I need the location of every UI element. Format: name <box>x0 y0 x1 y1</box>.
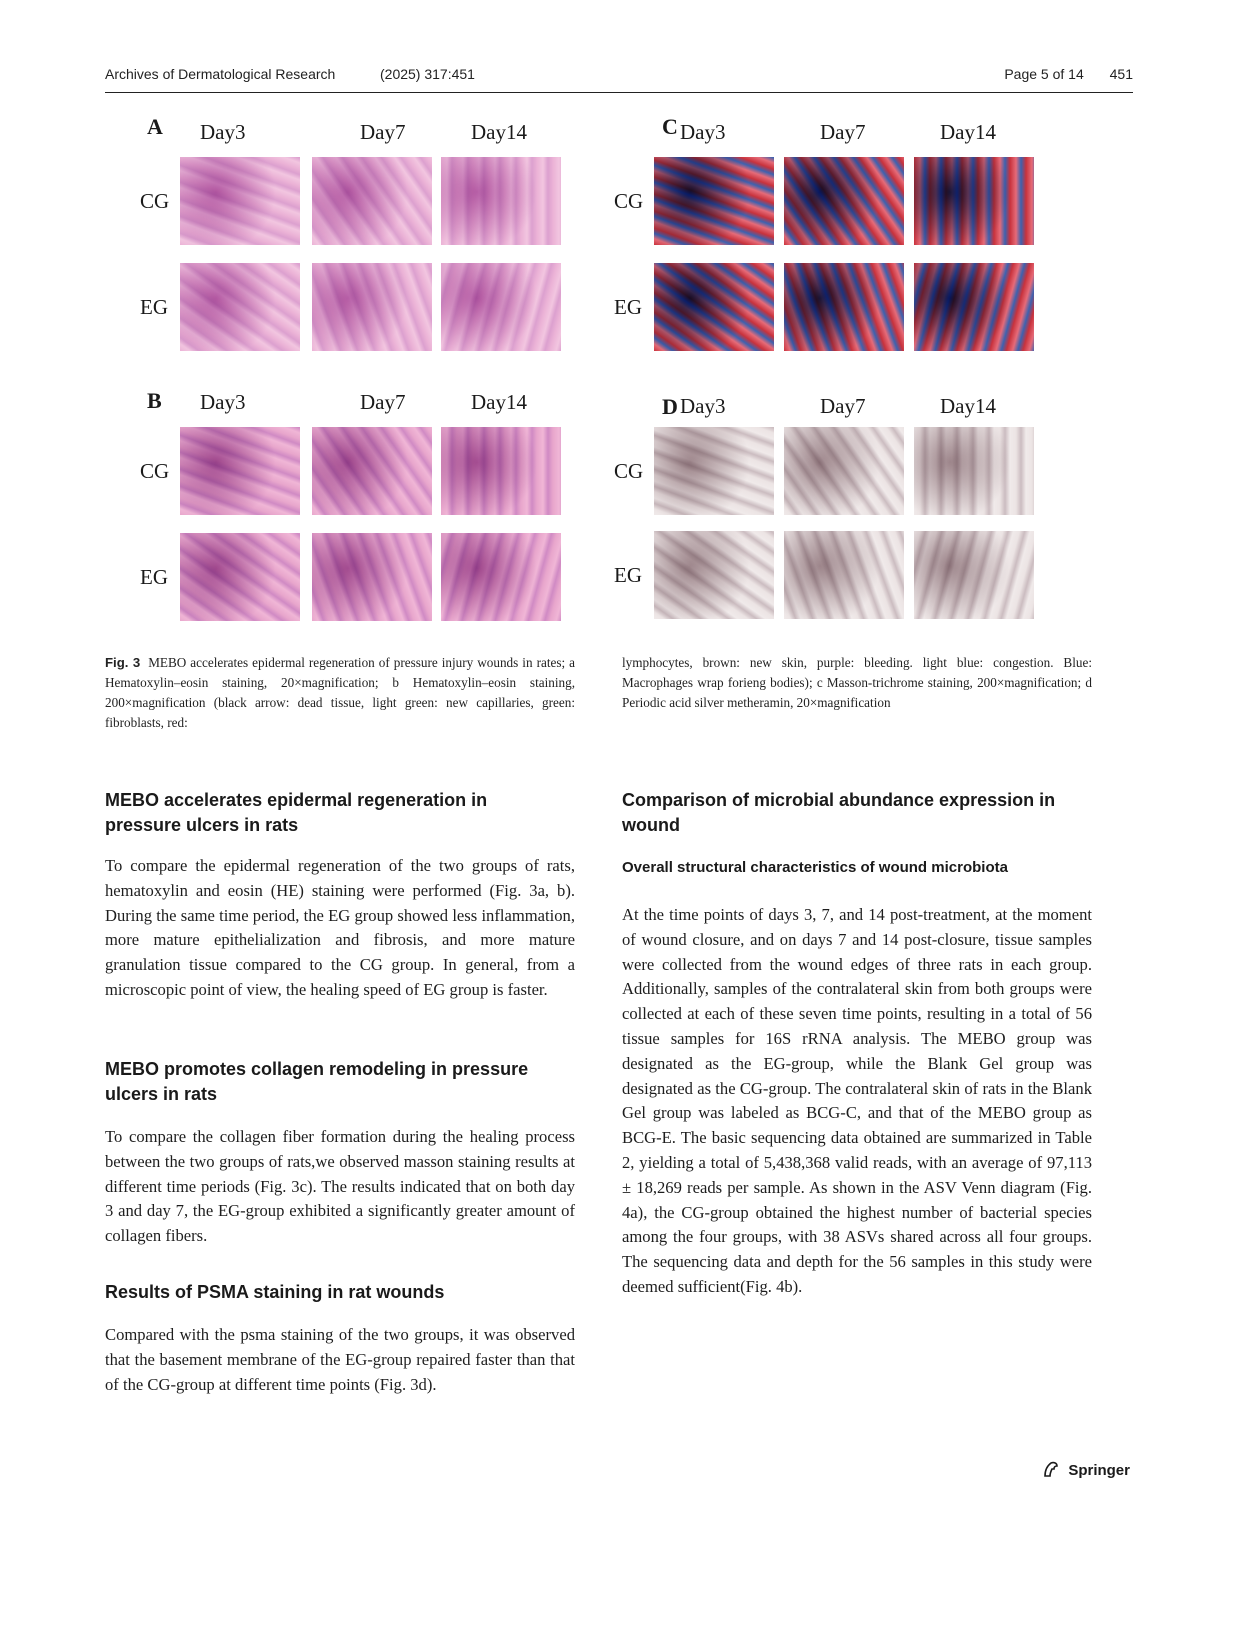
panel-a-day-label: Day14 <box>471 120 527 144</box>
panel-d-group-label: CG <box>614 459 644 483</box>
micrograph-d-cg-day14 <box>914 427 1034 515</box>
panel-c-group-label: CG <box>614 189 644 213</box>
panel-c-day-label: Day14 <box>940 120 996 144</box>
caption-text-left: MEBO accelerates epidermal regeneration of pressure injury wounds in rates; a Hematoxylin–eosin staining, 20×magnification; b Hematoxylin–eosin staining, 200×magnification (black arrow: dead tissue, light green: new capillaries, green: fibroblasts, red: <box>105 655 575 730</box>
running-header <box>105 66 1133 90</box>
panel-a-day-label: Day7 <box>360 120 406 144</box>
section-heading-epidermal: MEBO accelerates epidermal regeneration in pressure ulcers in rats <box>105 790 488 835</box>
panel-d-label: D <box>662 394 678 419</box>
micrograph-d-cg-day7 <box>784 427 904 515</box>
micrograph-b-cg-day3 <box>180 427 300 515</box>
micrograph-b-eg-day3 <box>180 533 300 621</box>
micrograph-a-eg-day3 <box>180 263 300 351</box>
micrograph-d-eg-day14 <box>914 531 1034 619</box>
micrograph-a-cg-day7 <box>312 157 432 245</box>
micrograph-a-cg-day14 <box>441 157 561 245</box>
page-info <box>982 66 1133 82</box>
panel-b-label: B <box>147 388 162 413</box>
header-rule <box>105 92 1133 93</box>
micrograph-d-cg-day3 <box>654 427 774 515</box>
panel-d-day-label: Day7 <box>820 394 866 418</box>
panel-a-group-label: EG <box>140 295 168 319</box>
caption-text-right: lymphocytes, brown: new skin, purple: bleeding. light blue: congestion. Blue: Macrophages wrap forieng bodies); c Masson-trichrome staining, 200×magnification; d Periodic acid silver metheramin, 20×magnification <box>622 655 1092 710</box>
journal-name: Archives of Dermatological Research <box>105 66 336 82</box>
panel-b-group-label: CG <box>140 459 170 483</box>
micrograph-c-eg-day14 <box>914 263 1034 351</box>
figure-caption-left <box>105 653 575 733</box>
publisher-footer <box>1042 1460 1130 1479</box>
micrograph-c-cg-day3 <box>654 157 774 245</box>
paragraph-microbiota: At the time points of days 3, 7, and 14 post-treatment, at the moment of wound closure, and on days 7 and 14 post-closure, tissue samples were collected from the wound edges of three rats in each group. Additionally, samples of the contralateral skin from both groups were collected at each of these seven time points, resulting in a total of 56 tissue samples for 16S rRNA analysis. The MEBO group was designated as the EG-group, while the Blank Gel group was designated as the CG-group. The contralateral skin of rats in the Blank Gel group was labeled as BCG-C, and that of the MEBO group as BCG-E. The basic sequencing data obtained are summarized in Table 2, yielding a total of 5,438,368 valid reads, with an average of 97,113 ± 18,269 reads per sample. As shown in the ASV Venn diagram (Fig. 4a), the CG-group obtained the highest number of bacterial species among the four groups, with 38 ASVs shared across all four groups. The sequencing data and depth for the 56 samples in this study were deemed sufficient(Fig. 4b). <box>622 905 1092 1296</box>
article-number: 451 <box>1109 66 1133 82</box>
figure-caption-right <box>622 653 1092 713</box>
micrograph-d-eg-day3 <box>654 531 774 619</box>
panel-a-day-label: Day3 <box>200 120 246 144</box>
micrograph-a-eg-day14 <box>441 263 561 351</box>
micrograph-b-cg-day7 <box>312 427 432 515</box>
micrograph-b-cg-day14 <box>441 427 561 515</box>
micrograph-d-eg-day7 <box>784 531 904 619</box>
panel-d-day-label: Day3 <box>680 394 726 418</box>
panel-b-day-label: Day7 <box>360 390 406 414</box>
panel-b-day-label: Day14 <box>471 390 527 414</box>
section-heading-psma: Results of PSMA staining in rat wounds <box>105 1282 445 1302</box>
subsection-heading-microbiota: Overall structural characteristics of wound microbiota <box>622 859 1008 876</box>
citation: (2025) 317:451 <box>380 66 475 82</box>
panel-c-day-label: Day7 <box>820 120 866 144</box>
micrograph-b-eg-day7 <box>312 533 432 621</box>
panel-b-day-label: Day3 <box>200 390 246 414</box>
micrograph-c-cg-day14 <box>914 157 1034 245</box>
paragraph-epidermal: To compare the epidermal regeneration of the two groups of rats, hematoxylin and eosin (HE) staining were performed (Fig. 3a, b). During the same time period, the EG group showed less inflammation, more mature epithelialization and fibrosis, and more mature granulation tissue compared to the CG group. In general, from a microscopic point of view, the healing speed of EG group is faster. <box>105 856 575 999</box>
micrograph-a-cg-day3 <box>180 157 300 245</box>
section-heading-collagen: MEBO promotes collagen remodeling in pressure ulcers in rats <box>105 1059 529 1104</box>
micrograph-c-eg-day3 <box>654 263 774 351</box>
figure-label: Fig. 3 <box>105 655 141 670</box>
panel-c-day-label: Day3 <box>680 120 726 144</box>
springer-horse-icon <box>1042 1460 1060 1478</box>
micrograph-c-cg-day7 <box>784 157 904 245</box>
panel-a-label: A <box>147 114 163 139</box>
panel-a-group-label: CG <box>140 189 170 213</box>
section-heading-microbial: Comparison of microbial abundance expression in wound <box>622 790 1056 835</box>
panel-d-day-label: Day14 <box>940 394 996 418</box>
micrograph-a-eg-day7 <box>312 263 432 351</box>
publisher-name: Springer <box>1068 1462 1130 1479</box>
micrograph-b-eg-day14 <box>441 533 561 621</box>
panel-d-group-label: EG <box>614 563 642 587</box>
page-number: Page 5 of 14 <box>1004 66 1084 82</box>
paragraph-collagen: To compare the collagen fiber formation during the healing process between the two groups of rats,we observed masson staining results at different time periods (Fig. 3c). The results indicated that on both day 3 and day 7, the EG-group exhibited a significantly greater amount of collagen fibers. <box>105 1127 575 1246</box>
paragraph-psma: Compared with the psma staining of the two groups, it was observed that the basement membrane of the EG-group repaired faster than that of the CG-group at different time points (Fig. 3d). <box>105 1325 575 1394</box>
panel-c-label: C <box>662 114 678 139</box>
panel-b-group-label: EG <box>140 565 168 589</box>
panel-c-group-label: EG <box>614 295 642 319</box>
micrograph-c-eg-day7 <box>784 263 904 351</box>
